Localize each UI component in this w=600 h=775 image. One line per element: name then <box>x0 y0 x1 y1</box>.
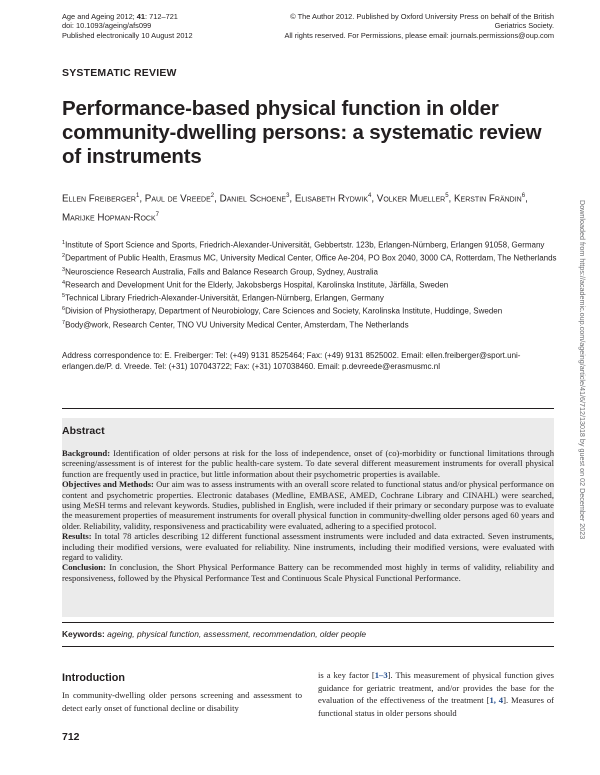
author-affiliation-marker: 6 <box>521 193 526 199</box>
citation-link[interactable]: 1–3 <box>374 670 388 680</box>
copyright-notice: © The Author 2012. Published by Oxford University Press on behalf of the British Geriatrics Society. All rights reserved. For Permissions, please email: journals.permissions@oup.com <box>284 12 554 40</box>
author-affiliation-marker: 2 <box>210 193 215 199</box>
divider <box>62 622 554 623</box>
abstract-section: Background: Identification of older persons at risk for the loss of independence, onset of (co)-morbidity or functional limitations through screening/assessment is of interest for the public health-care system. To date several different measurement instruments for overall physical function are frequently used in practice, but little information about their psychometric properties is available. <box>62 448 554 479</box>
affiliation-item: $^3$Neuroscience Research Australia, Falls and Balance Research Group, Sydney, Australia <box>62 266 378 277</box>
author-affiliation-marker: 7 <box>155 212 159 219</box>
divider <box>62 646 554 647</box>
download-watermark-text: Downloaded from https://academic.oup.com/ageing/article/41/6/712/13018 by guest on 02 December 2023 <box>578 200 587 540</box>
author-affiliation-marker: 1 <box>135 193 140 199</box>
abstract-heading: Abstract <box>62 425 105 437</box>
abstract-section: Objectives and Methods: Our aim was to assess instruments with an overall score related to functional status and/or physical performance on content and psychometric properties. Electronic databases (Medline, EMBASE, AMED, Cochrane Library and CINAHL) were searched, using MeSH terms and relevant keywords. Studies, published in English, were included if their primary or secondary purpose was to evaluate the measurement properties of measurement instruments for overall physical function in community-dwelling older persons aged 60 years and older. Reliability, validity, responsiveness and practicability were evaluated, adhering to a specified protocol. <box>62 479 554 531</box>
introduction-left-column: In community-dwelling older persons screening and assessment to detect early onset of functional decline or disability <box>62 690 302 713</box>
keywords-text: ageing, physical function, assessment, recommendation, older people <box>107 629 367 639</box>
affiliation-item: $^1$Institute of Sport Science and Sports, Friedrich-Alexander-Universität, Gebbertstr. 123b, Erlangen-Nürnberg, Erlangen 91058, Germany <box>62 240 545 250</box>
journal-citation: Age and Ageing 2012; 41: 712–721 doi: 10.1093/ageing/afs099 Published electronically 10 August 2012 <box>62 12 193 40</box>
author-list: Ellen Freiberger$^1$, Paul de Vreede$^2$, Daniel Schoene$^3$, Elisabeth Rydwik$^4$, Volker Mueller$^5$, Kerstin Frändin$^6$, Marijke Hopman-Rock$^7$ <box>62 193 528 224</box>
author-affiliation-marker: 3 <box>286 193 290 199</box>
affiliation-item: $^6$Division of Physiotherapy, Department of Neurobiology, Care Sciences and Society, Karolinska Institute, Huddinge, Sweden <box>62 306 503 316</box>
abstract-section: Conclusion: In conclusion, the Short Physical Performance Battery can be recommended most highly in terms of validity, reliability and responsiveness, followed by the Physical Performance Test and Continuous Scale Physical Functional Performance. <box>62 562 554 583</box>
author-name: Kerstin Frändin <box>453 193 522 205</box>
download-watermark <box>578 200 587 720</box>
affiliation-item: $^2$Department of Public Health, Erasmus MC, University Medical Center, Office Ae-204, PO Box 2040, 3000 CA, Rotterdam, The Netherlands <box>62 253 557 263</box>
author-name: Marijke Hopman-Rock <box>62 212 156 224</box>
author-affiliation-marker: 4 <box>368 193 372 199</box>
section-label: SYSTEMATIC REVIEW <box>62 67 177 79</box>
citation-link[interactable]: 1, 4 <box>489 695 504 706</box>
author-name: Paul de Vreede <box>144 193 211 205</box>
author-name: Elisabeth Rydwik <box>294 193 368 205</box>
abstract-section: Results: In total 78 articles describing 12 different functional assessment instruments were included and data extracted. Seven instruments, including their modified versions, were evaluated for reliability. Nine instruments, including their modified versions, were evaluated with regard to validity. <box>62 531 554 563</box>
divider <box>62 408 554 409</box>
affiliation-item: $^5$Technical Library Friedrich-Alexander-Universität, Erlangen-Nürnberg, Erlangen, Germany <box>62 293 384 303</box>
correspondence: Address correspondence to: E. Freiberger: Tel: (+49) 9131 8525464; Fax: (+49) 9131 8525002. Email: ellen.freiberger@sport.uni-erlangen.de/P. d. Vreede. Tel: (+31) 107043722; Fax: (+31) 107038460. Email: p.devreede@erasmusmc.nl <box>62 351 521 371</box>
author-affiliation-marker: 5 <box>445 193 449 199</box>
author-name: Volker Mueller <box>376 193 446 205</box>
page-number: 712 <box>62 731 80 743</box>
article-title: Performance-based physical function in older community-dwelling persons: a systematic review of instruments <box>62 97 542 168</box>
affiliation-item: $^4$Research and Development Unit for the Elderly, Jakobsbergs Hospital, Karolinska Institute, Järfälla, Sweden <box>62 279 449 290</box>
introduction-heading: Introduction <box>62 672 125 684</box>
abstract-body <box>62 448 554 583</box>
introduction-right-column: is a key factor [1–3]. This measurement of physical function gives guidance for geriatric treatment, and/or provides the base for the evaluation of the effectiveness of the treatment [1, 4]. Measures of functional status in older persons should <box>318 670 555 718</box>
keywords <box>62 629 554 639</box>
affiliation-item: $^7$Body@work, Research Center, TNO VU University Medical Center, Amsterdam, The Netherlands <box>62 319 409 330</box>
keywords-label: Keywords: <box>62 629 105 639</box>
affiliations <box>62 238 558 331</box>
author-name: Ellen Freiberger <box>62 193 136 205</box>
author-name: Daniel Schoene <box>219 193 287 205</box>
